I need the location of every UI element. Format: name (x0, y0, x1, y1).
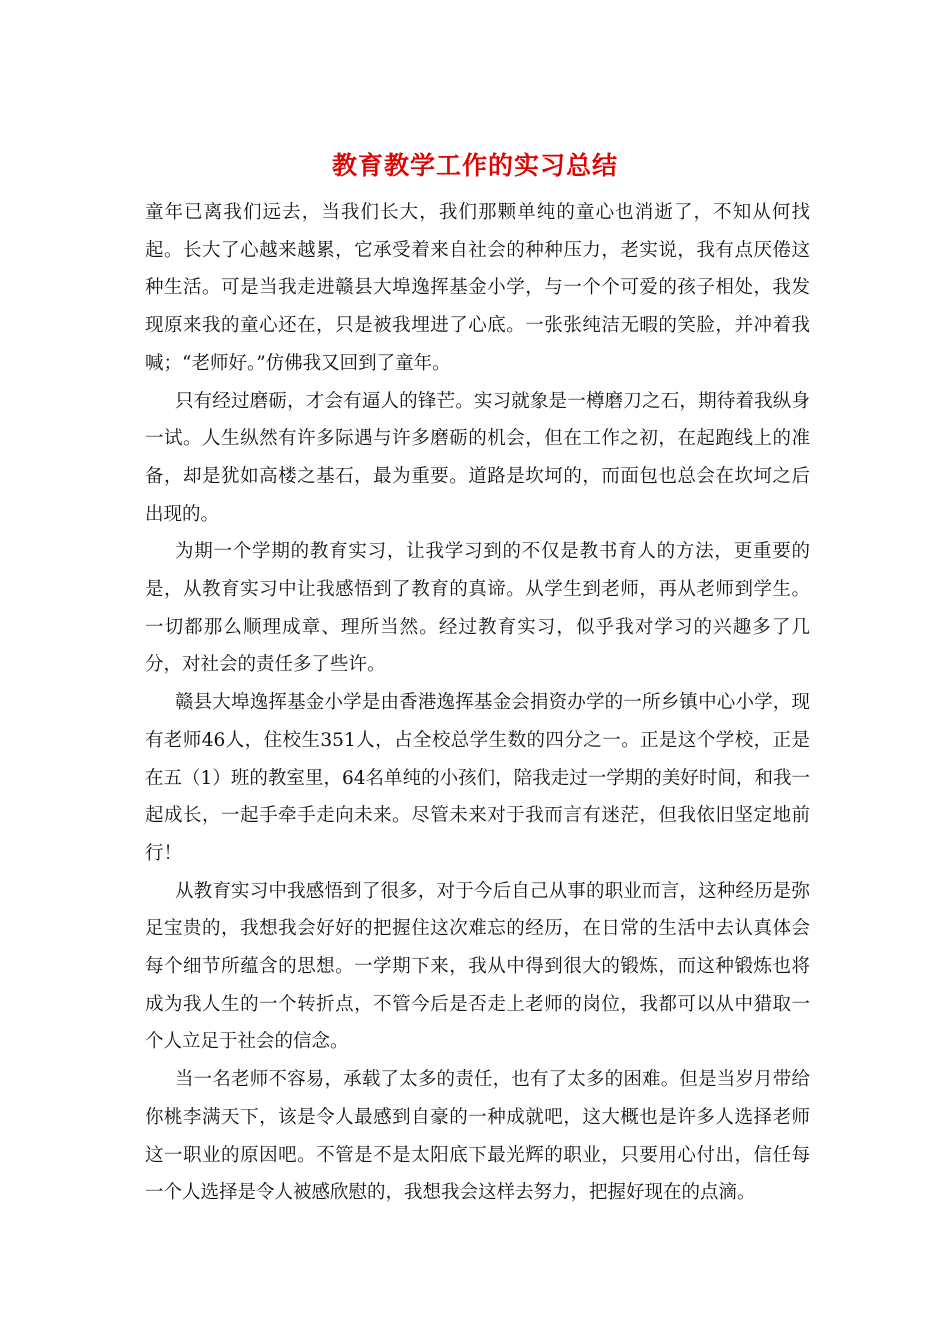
document-body (145, 194, 810, 1212)
paragraph-5: 从教育实习中我感悟到了很多，对于今后自己从事的职业而言，这种经历是弥足宝贵的，我想我会好好的把握住这次难忘的经历，在日常的生活中去认真体会每个细节所蕴含的思想。一学期下来，我从中得到很大的锻炼，而这种锻炼也将成为我人生的一个转折点，不管今后是否走上老师的岗位，我都可以从中猎取一个人立足于社会的信念。 (145, 880, 810, 1053)
document-title: 教育教学工作的实习总结 (331, 151, 618, 180)
paragraph-6: 当一名老师不容易，承载了太多的责任，也有了太多的困难。但是当岁月带给你桃李满天下，该是令人最感到自豪的一种成就吧，这大概也是许多人选择老师这一职业的原因吧。不管是不是太阳底下最光辉的职业，只要用心付出，信任每一个人选择是令人被感欣慰的，我想我会这样去努力，把握好现在的点滴。 (145, 1069, 810, 1204)
paragraph-2: 只有经过磨砺，才会有逼人的锋芒。实习就象是一樽磨刀之石，期待着我纵身一试。人生纵然有许多际遇与许多磨砺的机会，但在工作之初，在起跑线上的准备，却是犹如高楼之基石，最为重要。道路是坎坷的，而面包也总会在坎坷之后出现的。 (145, 390, 810, 525)
paragraph-3: 为期一个学期的教育实习，让我学习到的不仅是教书育人的方法，更重要的是，从教育实习中让我感悟到了教育的真谛。从学生到老师，再从老师到学生。一切都那么顺理成章、理所当然。经过教育实习，似乎我对学习的兴趣多了几分，对社会的责任多了些许。 (145, 541, 810, 676)
paragraph-4: 赣县大埠逸挥基金小学是由香港逸挥基金会捐资办学的一所乡镇中心小学，现有老师46人，住校生351人，占全校总学生数的四分之一。正是这个学校，正是在五（1）班的教室里，64名单纯的小孩们，陪我走过一学期的美好时间，和我一起成长，一起手牵手走向未来。尽管未来对于我而言有迷茫，但我依旧坚定地前行！ (145, 692, 810, 864)
paragraph-1: 童年已离我们远去，当我们长大，我们那颗单纯的童心也消逝了，不知从何找起。长大了心越来越累，它承受着来自社会的种种压力，老实说，我有点厌倦这种生活。可是当我走进赣县大埠逸挥基金小学，与一个个可爱的孩子相处，我发现原来我的童心还在，只是被我埋进了心底。一张张纯洁无暇的笑脸，并冲着我喊；“老师好。”仿佛我又回到了童年。 (145, 202, 810, 374)
